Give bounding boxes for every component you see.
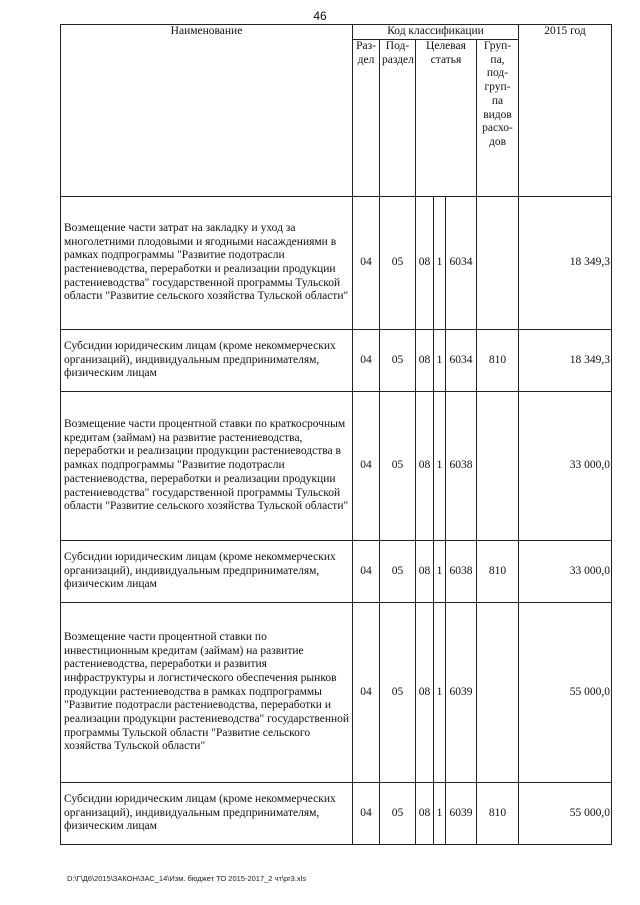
row-article-part2: 1 (434, 392, 446, 541)
row-article-part1: 08 (416, 197, 434, 330)
table-row (61, 783, 612, 845)
row-amount: 55 000,0 (519, 783, 612, 845)
row-section: 04 (353, 541, 380, 603)
row-article-part3: 6034 (446, 197, 477, 330)
row-subsection: 05 (380, 330, 416, 392)
row-article-part1: 08 (416, 783, 434, 845)
row-article-part1: 08 (416, 541, 434, 603)
row-article-part2: 1 (434, 330, 446, 392)
row-name: Субсидии юридическим лицам (кроме некоммерческих организаций), индивидуальным предпринимателям, физическим лицам (61, 783, 353, 845)
header-name: Наименование (61, 25, 353, 197)
table-row (61, 330, 612, 392)
row-name: Возмещение части процентной ставки по инвестиционным кредитам (займам) на развитие растениеводства, переработки и развития инфраструктуры и логистического обеспечения рынков продукции растениеводства в рамках подпрограммы "Развитие подотрасли растениеводства, переработки и реализации продукции растениеводства" государственной программы Тульской области "Развитие сельского хозяйства Тульской области" (61, 603, 353, 783)
row-section: 04 (353, 783, 380, 845)
row-expense-type: 810 (477, 783, 519, 845)
row-article-part3: 6039 (446, 783, 477, 845)
row-amount: 55 000,0 (519, 603, 612, 783)
table-row (61, 603, 612, 783)
row-expense-type (477, 392, 519, 541)
row-subsection: 05 (380, 392, 416, 541)
row-article-part3: 6039 (446, 603, 477, 783)
row-article-part2: 1 (434, 197, 446, 330)
header-subsection: Под- раздел (380, 40, 416, 197)
row-name: Возмещение части затрат на закладку и уход за многолетними плодовыми и ягодными насаждениями в рамках подпрограммы "Развитие подотрасли растениеводства, переработки и реализации продукции растениеводства" государственной программы Тульской области "Развитие сельского хозяйства Тульской области" (61, 197, 353, 330)
header-target-article: Целевая статья (416, 40, 477, 197)
row-amount: 33 000,0 (519, 541, 612, 603)
file-path-footer: D:\Г\Д6\2015\ЗАКОН\ЗАС_14\Изм. бюджет ТО 2015-2017_2 чт\pr3.xls (67, 874, 307, 883)
header-classification-code: Код классификации (353, 25, 519, 40)
row-subsection: 05 (380, 541, 416, 603)
row-section: 04 (353, 603, 380, 783)
row-article-part2: 1 (434, 541, 446, 603)
row-amount: 33 000,0 (519, 392, 612, 541)
header-year: 2015 год (519, 25, 612, 197)
header-expense-type: Груп- па, под- груп- па видов расхо- дов (477, 40, 519, 197)
row-article-part2: 1 (434, 603, 446, 783)
header-section: Раз- дел (353, 40, 380, 197)
row-name: Субсидии юридическим лицам (кроме некоммерческих организаций), индивидуальным предпринимателям, физическим лицам (61, 541, 353, 603)
row-name: Возмещение части процентной ставки по краткосрочным кредитам (займам) на развитие растениеводства, переработки и реализации продукции растениеводства в рамках подпрограммы "Развитие подотрасли растениеводства, переработки и реализации продукции растениеводства" государственной программы Тульской области "Развитие сельского хозяйства Тульской области" (61, 392, 353, 541)
row-expense-type: 810 (477, 541, 519, 603)
row-subsection: 05 (380, 603, 416, 783)
budget-table (60, 24, 612, 845)
row-expense-type (477, 603, 519, 783)
table-row (61, 392, 612, 541)
row-article-part3: 6038 (446, 392, 477, 541)
row-article-part2: 1 (434, 783, 446, 845)
row-article-part3: 6038 (446, 541, 477, 603)
row-subsection: 05 (380, 783, 416, 845)
row-subsection: 05 (380, 197, 416, 330)
table-row (61, 197, 612, 330)
row-section: 04 (353, 330, 380, 392)
row-amount: 18 349,3 (519, 197, 612, 330)
page-number: 46 (313, 9, 327, 23)
row-article-part1: 08 (416, 330, 434, 392)
row-amount: 18 349,3 (519, 330, 612, 392)
row-section: 04 (353, 392, 380, 541)
row-section: 04 (353, 197, 380, 330)
row-name: Субсидии юридическим лицам (кроме некоммерческих организаций), индивидуальным предпринимателям, физическим лицам (61, 330, 353, 392)
row-expense-type: 810 (477, 330, 519, 392)
row-article-part3: 6034 (446, 330, 477, 392)
table-row (61, 541, 612, 603)
row-expense-type (477, 197, 519, 330)
row-article-part1: 08 (416, 603, 434, 783)
header-row-top (61, 25, 612, 40)
row-article-part1: 08 (416, 392, 434, 541)
